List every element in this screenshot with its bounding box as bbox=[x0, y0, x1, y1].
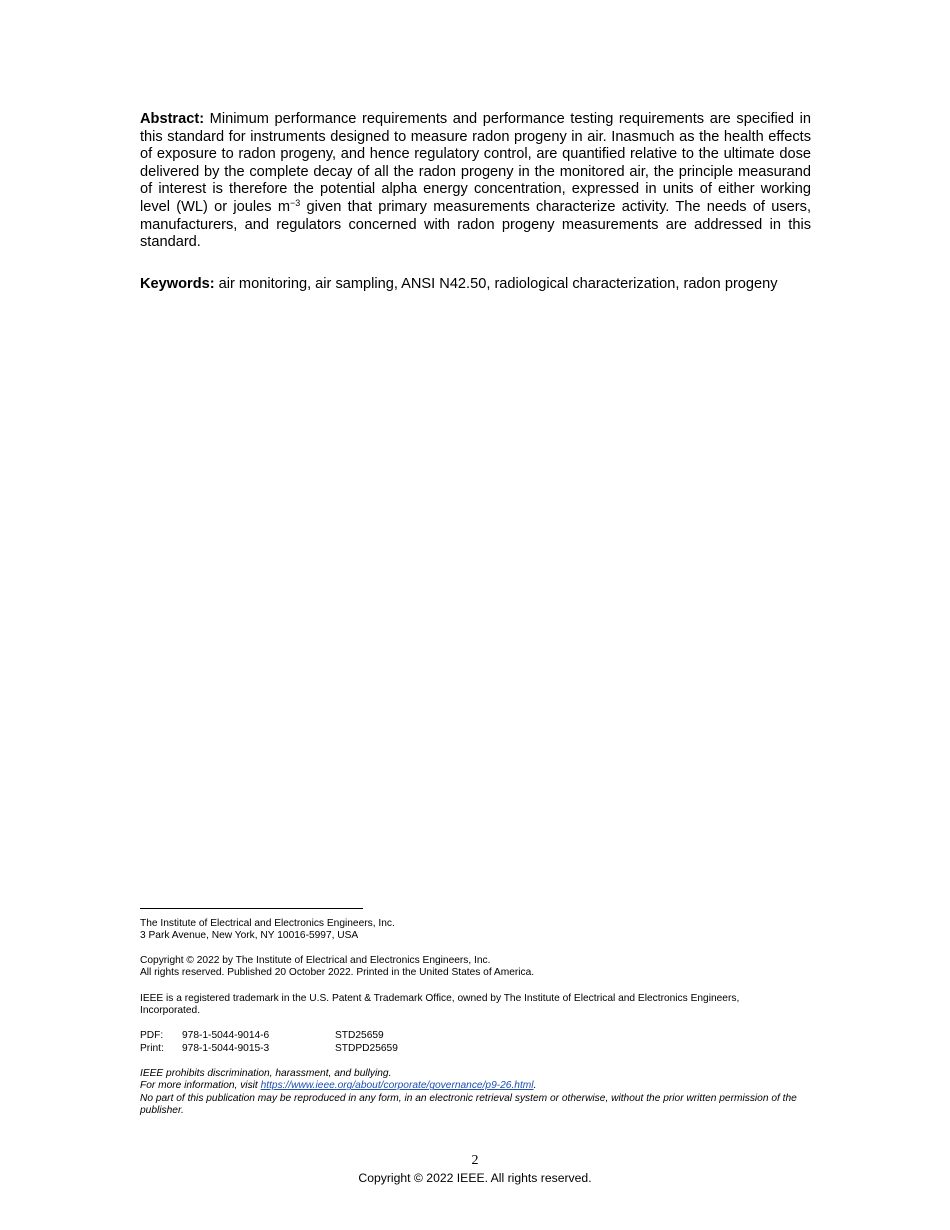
abstract-text: Minimum performance requirements and performance testing requirements are specified in this standard for instruments designed to measure radon progeny in air. Inasmuch as the health effects of exposure to radon progeny, and hence regulatory control, are quantified relative to the ultimate dose delivered by the complete decay of all the radon progeny in the monitored air, the principle measurand of interest is therefore the potential alpha energy concentration, expressed in units of either working level (WL) or joules m bbox=[140, 111, 811, 215]
isbn-number: 978-1-5044-9015-3 bbox=[182, 1043, 270, 1054]
abstract-label: Abstract: bbox=[140, 111, 205, 127]
isbn-label: PDF: bbox=[140, 1030, 164, 1041]
publisher-street: 3 Park Avenue, New York, NY 10016-5997, USA bbox=[140, 930, 359, 942]
abstract-exponent: −3 bbox=[289, 197, 301, 208]
policy-info-suffix: . bbox=[533, 1080, 537, 1092]
std-number: STDPD25659 bbox=[335, 1043, 398, 1054]
reproduction-notice: No part of this publication may be reproduced in any form, in an electronic retrieval system or otherwise, without the prior written permission of the publisher. bbox=[140, 1092, 797, 1117]
abstract-text-continued: given that primary measurements characterize activity. The needs of users, manufacturers, and regulators concerned with radon progeny measurements are addressed in this standard. bbox=[140, 198, 811, 251]
footnote-divider bbox=[140, 908, 363, 909]
isbn-number: 978-1-5044-9014-6 bbox=[182, 1030, 270, 1041]
publisher-address bbox=[140, 918, 811, 943]
keywords-text: air monitoring, air sampling, ANSI N42.50, radiological characterization, radon progeny bbox=[214, 276, 778, 292]
copyright-notice bbox=[140, 955, 811, 980]
footer-copyright: Copyright © 2022 IEEE. All rights reserved. bbox=[358, 1171, 592, 1185]
publisher-name: The Institute of Electrical and Electronics Engineers, Inc. bbox=[140, 918, 395, 929]
isbn-label: Print: bbox=[140, 1043, 164, 1054]
keywords-paragraph bbox=[140, 276, 840, 294]
policy-notice bbox=[140, 1068, 811, 1118]
policy-link[interactable]: https://www.ieee.org/about/corporate/governance/p9-26.html bbox=[260, 1080, 534, 1092]
page-number: 2 bbox=[471, 1153, 479, 1168]
std-number: STD25659 bbox=[335, 1030, 384, 1041]
abstract-paragraph bbox=[140, 111, 811, 252]
policy-info-prefix: For more information, visit bbox=[140, 1080, 261, 1092]
rights-line: All rights reserved. Published 20 October 2022. Printed in the United States of America. bbox=[140, 967, 535, 979]
keywords-label: Keywords: bbox=[140, 276, 215, 292]
trademark-notice: IEEE is a registered trademark in the U.S. Patent & Trademark Office, owned by The Institute of Electrical and Electronics Engineers, Incorporated. bbox=[140, 993, 740, 1017]
copyright-line: Copyright © 2022 by The Institute of Electrical and Electronics Engineers, Inc. bbox=[140, 955, 491, 966]
policy-statement: IEEE prohibits discrimination, harassment, and bullying. bbox=[140, 1068, 392, 1079]
